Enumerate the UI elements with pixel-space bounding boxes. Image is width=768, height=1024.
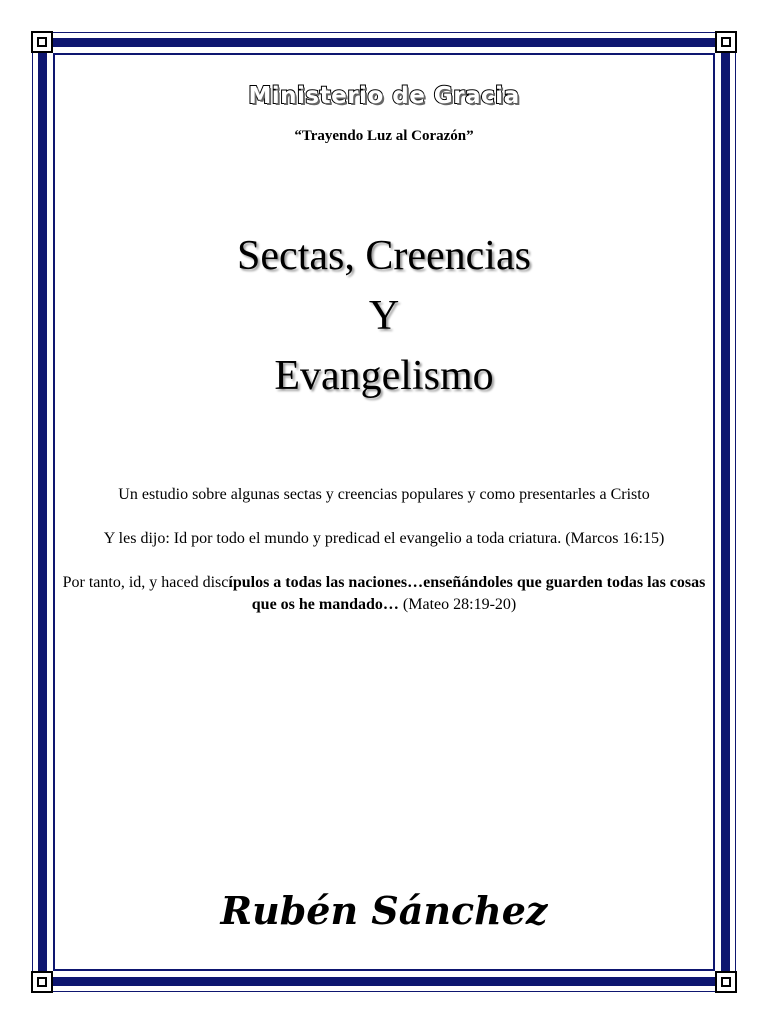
subtitle: Un estudio sobre algunas sectas y creencias populares y como presentarles a Cristo [118,486,650,503]
title-line-3: Evangelismo [274,353,494,399]
ministry-name: Ministerio de Gracia [248,83,520,109]
verse-marcos: Y les dijo: Id por todo el mundo y predicad el evangelio a toda criatura. (Marcos 16:15) [103,530,665,547]
corner-ornament-bottom-right [715,971,737,993]
author-name: Rubén Sánchez [220,888,548,933]
corner-ornament-top-right [715,31,737,53]
title-line-1: Sectas, Creencias [237,233,531,279]
corner-ornament-bottom-left [31,971,53,993]
document-title [0,226,768,406]
corner-ornament-top-left [31,31,53,53]
verse-mateo-part2: ípulos a todas las naciones…enseñándoles que guarden todas las cosas que os he mandado… [228,574,706,613]
verse-mateo-part1: Por tanto, id, y haced disc [62,574,229,591]
page-border-inner [53,53,715,971]
verse-mateo-reference: (Mateo 28:19-20) [398,596,517,613]
tagline: “Trayendo Luz al Corazón” [294,128,474,144]
title-line-2: Y [368,293,400,339]
verse-mateo [60,572,708,616]
